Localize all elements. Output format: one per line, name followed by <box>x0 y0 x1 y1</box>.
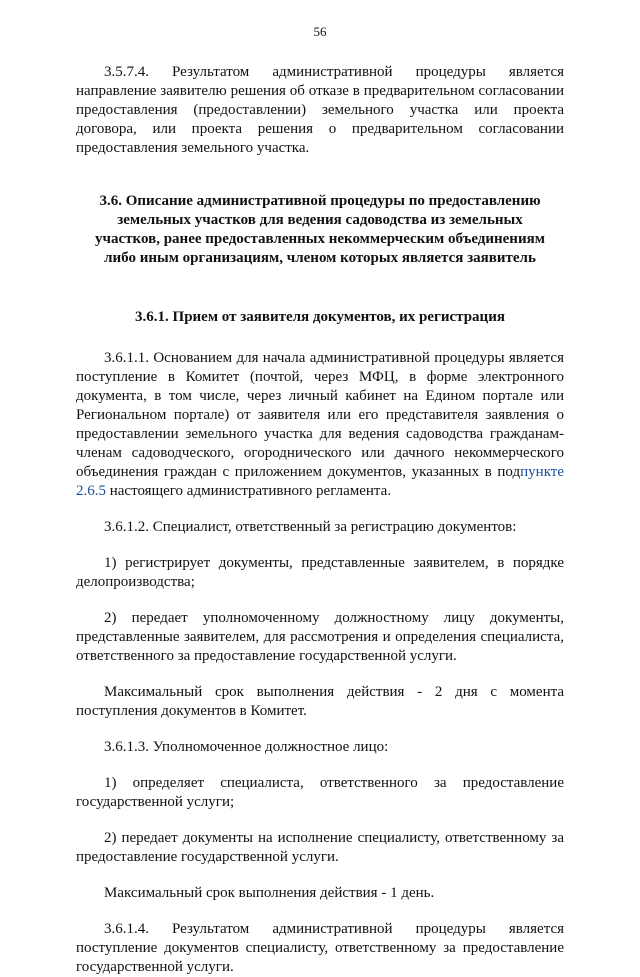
list-item-transfer: 2) передает уполномоченному должностному лицу документы, представленные заявителем, для рассмотрения и определения специалиста, ответственного за предоставление государственной услуги. <box>76 610 564 664</box>
page-number: 56 <box>313 24 327 39</box>
list-item-register: 1) регистрирует документы, представленные заявителем, в порядке делопроизводства; <box>76 555 564 590</box>
paragraph-3-6-1-1-tail: настоящего административного регламента. <box>106 483 392 499</box>
reference-link-2-6-5[interactable]: пункте 2.6.5 <box>76 464 564 499</box>
document-body <box>76 63 564 977</box>
paragraph-3-6-1-1 <box>76 349 564 501</box>
paragraph-3-6-1-2: 3.6.1.2. Специалист, ответственный за регистрацию документов: <box>104 519 517 535</box>
paragraph-3-6-1-3: 3.6.1.3. Уполномоченное должностное лицо: <box>104 739 389 755</box>
section-heading-3-6: 3.6. Описание административной процедуры по предоставлению земельных участков для ведения садоводства из земельных участков, ранее предоставленных некоммерческим объединениям либо иным организациям, членом которых является заявитель <box>95 193 545 266</box>
paragraph-3-6-1-4: 3.6.1.4. Результатом административной процедуры является поступление документов специалисту, ответственному за предоставление государственной услуги. <box>76 921 564 975</box>
list-item-hand-over: 2) передает документы на исполнение специалисту, ответственному за предоставление государственной услуги. <box>76 830 564 865</box>
paragraph-3-6-1-1-text: 3.6.1.1. Основанием для начала административной процедуры является поступление в Комитет (почтой, через МФЦ, в форме электронного документа, в том числе, через личный кабинет на Едином портале или Региональном портале) от заявителя или его представителя заявления о предоставлении земельного участка для ведения садоводства гражданам-членам садоводческого, огороднического или дачного некоммерческого объединения граждан с приложением документов, указанных в под <box>76 350 564 480</box>
paragraph-3-5-7-4: 3.5.7.4. Результатом административной процедуры является направление заявителю решения об отказе в предварительном согласовании предоставления (предоставлении) земельного участка или проекта договора, или проекта решения о предварительном согласовании предоставления земельного участка. <box>76 64 564 156</box>
deadline-2-days: Максимальный срок выполнения действия - 2 дня с момента поступления документов в Комитет. <box>76 684 564 719</box>
subsection-heading-3-6-1: 3.6.1. Прием от заявителя документов, их регистрация <box>135 309 505 325</box>
deadline-1-day: Максимальный срок выполнения действия - 1 день. <box>104 885 435 901</box>
list-item-determine: 1) определяет специалиста, ответственного за предоставление государственной услуги; <box>76 775 564 810</box>
